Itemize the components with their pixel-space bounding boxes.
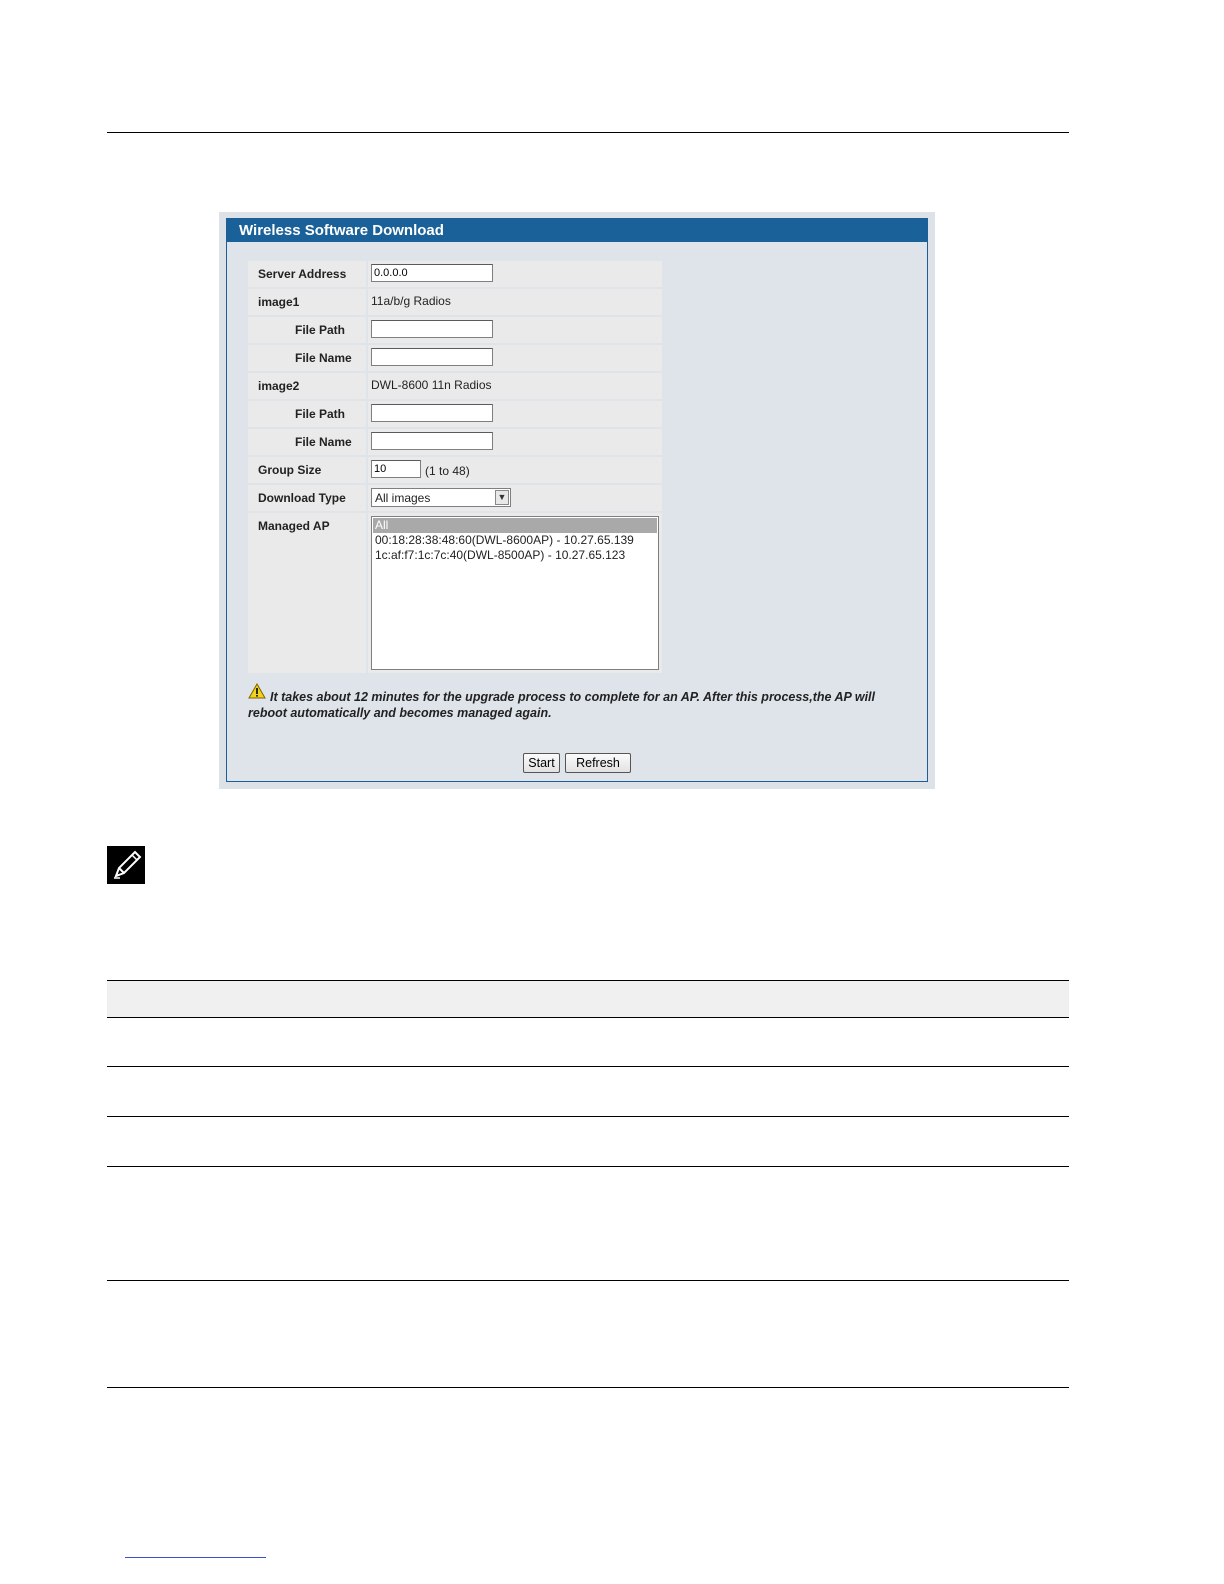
- image2-file-name-label: File Name: [295, 435, 352, 449]
- managed-ap-option[interactable]: 00:18:28:38:48:60(DWL-8600AP) - 10.27.65.139: [375, 533, 634, 547]
- image2-label: image2: [258, 379, 300, 393]
- download-type-selected: All images: [375, 491, 431, 505]
- group-size-row: [248, 457, 662, 483]
- table-rule: [107, 1017, 1069, 1018]
- image1-label: image1: [258, 295, 300, 309]
- image2-file-path-row: [248, 401, 662, 427]
- image1-value: 11a/b/g Radios: [371, 294, 451, 308]
- note-pencil-icon: [107, 846, 145, 884]
- refresh-button[interactable]: Refresh: [565, 753, 631, 773]
- table-rule: [107, 1066, 1069, 1067]
- managed-ap-label: Managed AP: [258, 519, 330, 533]
- image1-file-name-input[interactable]: [371, 348, 493, 366]
- table-rule: [107, 1387, 1069, 1388]
- wireless-software-download-panel: [219, 212, 935, 789]
- upgrade-warning-text: It takes about 12 minutes for the upgrade process to complete for an AP. After this process,the AP will reboot automatically and becomes managed again.: [248, 690, 875, 720]
- start-button[interactable]: Start: [523, 753, 560, 773]
- group-size-input[interactable]: [371, 460, 421, 478]
- top-rule: [107, 132, 1069, 133]
- managed-ap-option[interactable]: 1c:af:f7:1c:7c:40(DWL-8500AP) - 10.27.65.123: [375, 548, 626, 562]
- managed-ap-row: [248, 513, 662, 673]
- download-type-select[interactable]: [371, 488, 511, 507]
- image2-value: DWL-8600 11n Radios: [371, 378, 492, 392]
- server-address-row: [248, 261, 662, 287]
- table-rule: [107, 1166, 1069, 1167]
- managed-ap-listbox[interactable]: [371, 516, 659, 670]
- panel-title: Wireless Software Download: [227, 219, 927, 242]
- chevron-down-icon[interactable]: ▼: [495, 490, 509, 505]
- download-type-label: Download Type: [258, 491, 346, 505]
- panel-frame: [226, 218, 928, 782]
- group-size-hint: (1 to 48): [425, 464, 470, 478]
- image1-file-path-input[interactable]: [371, 320, 493, 338]
- table-rule: [107, 1280, 1069, 1281]
- image1-file-name-label: File Name: [295, 351, 352, 365]
- group-size-label: Group Size: [258, 463, 322, 477]
- server-address-label: Server Address: [258, 267, 347, 281]
- managed-ap-option[interactable]: All: [373, 518, 657, 533]
- image1-file-name-row: [248, 345, 662, 371]
- table-rule: [107, 1116, 1069, 1117]
- image1-file-path-row: [248, 317, 662, 343]
- image2-file-name-row: [248, 429, 662, 455]
- table-header-row: [107, 980, 1069, 1017]
- image1-row: [248, 289, 662, 315]
- footer-link-underline[interactable]: [125, 1557, 266, 1558]
- image1-file-path-label: File Path: [295, 323, 346, 337]
- image2-row: [248, 373, 662, 399]
- table-rule: [107, 980, 1069, 981]
- image2-file-path-input[interactable]: [371, 404, 493, 422]
- download-type-row: [248, 485, 662, 511]
- image2-file-name-input[interactable]: [371, 432, 493, 450]
- image2-file-path-label: File Path: [295, 407, 346, 421]
- server-address-input[interactable]: [371, 264, 493, 282]
